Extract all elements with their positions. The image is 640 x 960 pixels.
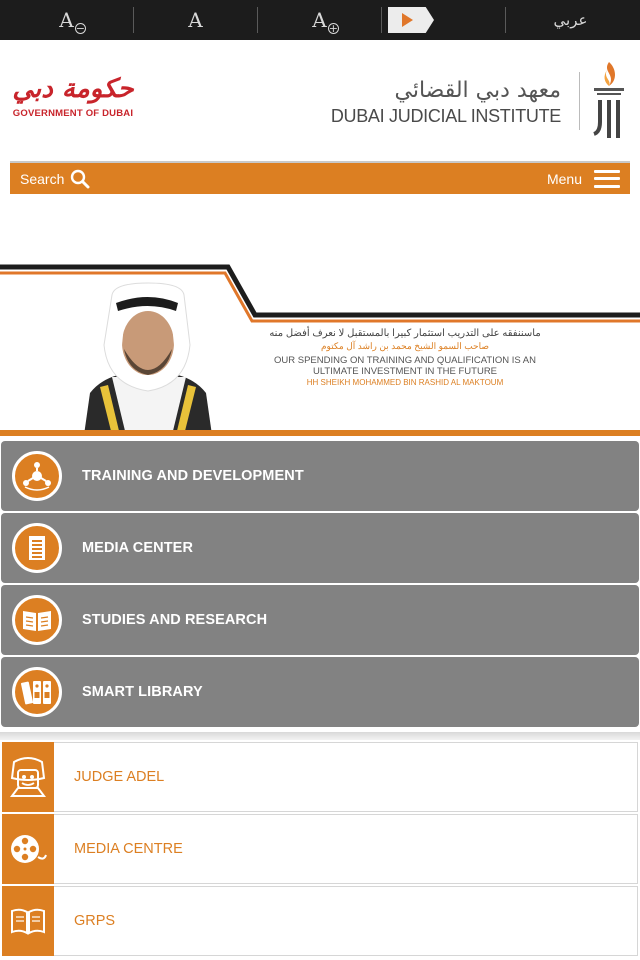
- services-list: [0, 441, 640, 729]
- accessibility-bar: [0, 0, 640, 40]
- language-toggle[interactable]: عربي: [553, 11, 588, 29]
- service-label: TRAINING AND DEVELOPMENT: [82, 468, 304, 484]
- font-increase-button[interactable]: [258, 0, 381, 40]
- audio-play-button[interactable]: [382, 0, 505, 40]
- link-media-centre[interactable]: [2, 814, 638, 884]
- link-label: JUDGE ADEL: [74, 769, 165, 785]
- font-decrease-button[interactable]: [0, 0, 133, 40]
- film-reel-icon: [2, 814, 54, 884]
- service-label: STUDIES AND RESEARCH: [82, 612, 268, 628]
- document-icon: [12, 523, 62, 573]
- dubai-judicial-institute-logo[interactable]: [331, 60, 628, 142]
- menu-button[interactable]: [547, 170, 620, 188]
- service-label: MEDIA CENTER: [82, 540, 194, 556]
- institute-name-en: DUBAI JUDICIAL INSTITUTE: [330, 105, 561, 126]
- torch-emblem-icon: [590, 60, 628, 142]
- search-icon: [70, 169, 90, 189]
- book-icon: [2, 886, 54, 956]
- institute-name-ar: معهد دبي القضائي: [394, 77, 561, 103]
- quote-english: OUR SPENDING ON TRAINING AND QUALIFICATION IS AN ULTIMATE INVESTMENT IN THE FUTURE: [274, 355, 536, 377]
- hero-banner[interactable]: [0, 195, 640, 435]
- quote-arabic: ماسننفقه على التدريب استثمار كبيرا بالمستقبل لا نعرف أفضل منه: [269, 328, 541, 339]
- font-normal-icon: A: [188, 8, 203, 32]
- service-studies-and-research[interactable]: [1, 585, 639, 655]
- font-decrease-icon: A −: [59, 8, 85, 35]
- service-label: SMART LIBRARY: [82, 684, 203, 700]
- search-menu-bar: [10, 161, 630, 194]
- service-smart-library[interactable]: [1, 657, 639, 727]
- service-media-center[interactable]: [1, 513, 639, 583]
- government-of-dubai-logo[interactable]: حكومة دبي GOVERNMENT OF DUBAI: [12, 74, 134, 119]
- service-training-and-development[interactable]: [1, 441, 639, 511]
- network-icon: [12, 451, 62, 501]
- link-label: GRPS: [74, 913, 116, 929]
- hamburger-icon: [594, 170, 620, 188]
- section-divider: [0, 732, 640, 740]
- search-button[interactable]: [20, 169, 90, 189]
- quick-links-list: [0, 742, 640, 958]
- open-book-icon: [12, 595, 62, 645]
- binders-icon: [12, 667, 62, 717]
- font-normal-button[interactable]: [134, 0, 257, 40]
- logo-divider: [579, 72, 580, 130]
- portrait-figure: [84, 283, 212, 435]
- link-judge-adel[interactable]: [2, 742, 638, 812]
- quote-english-author: HH SHEIKH MOHAMMED BIN RASHID AL MAKTOUM: [306, 378, 504, 387]
- search-label: Search: [20, 170, 65, 187]
- link-label: MEDIA CENTRE: [74, 841, 183, 857]
- judge-character-icon: [2, 742, 54, 812]
- link-grps[interactable]: [2, 886, 638, 956]
- banner-graphic: [0, 195, 640, 435]
- orange-divider: [0, 430, 640, 436]
- quote-arabic-author: صاحب السمو الشيخ محمد بن راشد آل مكتوم: [320, 341, 489, 351]
- font-increase-icon: A +: [312, 8, 338, 35]
- header: [0, 40, 640, 160]
- menu-label: Menu: [546, 170, 582, 187]
- play-icon: [388, 7, 434, 33]
